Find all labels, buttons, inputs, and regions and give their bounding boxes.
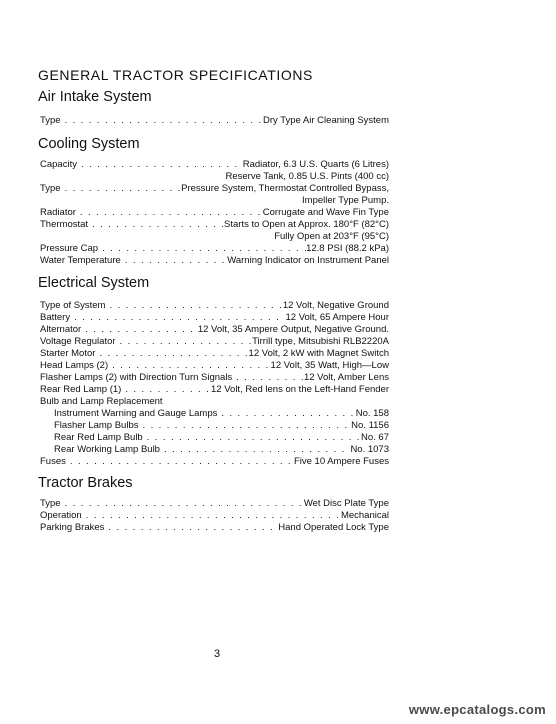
spec-row-pressure-cap <box>40 243 389 255</box>
spec-row-battery <box>40 312 389 324</box>
spec-label: Flasher Lamp Bulbs <box>54 420 139 431</box>
spec-value: Corrugate and Wave Fin Type <box>262 207 389 218</box>
bulb-replacement-heading: Bulb and Lamp Replacement <box>40 396 163 407</box>
spec-value: No. 1073 <box>350 444 389 455</box>
spec-value: 12 Volt, Amber Lens <box>303 372 389 383</box>
spec-label: Instrument Warning and Gauge Lamps <box>54 408 218 419</box>
spec-value: 12 Volt, Red lens on the Left-Hand Fender <box>211 384 389 395</box>
spec-label: Parking Brakes <box>40 522 105 533</box>
dot-leader <box>61 498 304 510</box>
spec-row-parking-brakes <box>40 522 389 534</box>
spec-value: Warning Indicator on Instrument Panel <box>227 255 389 266</box>
dot-leader <box>66 456 294 468</box>
spec-row-thermostat <box>40 219 389 231</box>
spec-label: Rear Red Lamp (1) <box>40 384 122 395</box>
dot-leader <box>232 372 304 384</box>
spec-value: Pressure System, Thermostat Controlled Bypass, <box>181 183 389 194</box>
spec-row-capacity <box>40 159 389 171</box>
spec-row-rear-working-bulb <box>54 444 389 456</box>
spec-value: Radiator, 6.3 U.S. Quarts (6 Litres) <box>242 159 389 170</box>
spec-label: Flasher Lamps (2) with Direction Turn Signals <box>40 372 233 383</box>
spec-row-flasher-bulbs <box>54 420 389 432</box>
spec-value: Dry Type Air Cleaning System <box>262 115 389 126</box>
page-number: 3 <box>214 648 221 660</box>
spec-label: Battery <box>40 312 71 323</box>
spec-label: Water Temperature <box>40 255 121 266</box>
spec-row-flasher-lamps <box>40 372 389 384</box>
spec-value: 12 Volt, 35 Ampere Output, Negative Ground. <box>197 324 389 335</box>
spec-value: No. 158 <box>355 408 389 419</box>
spec-row-fuses <box>40 456 389 468</box>
dot-leader <box>98 243 306 255</box>
dot-leader <box>70 312 285 324</box>
spec-row-head-lamps <box>40 360 389 372</box>
dot-leader <box>105 300 282 312</box>
dot-leader <box>104 522 278 534</box>
spec-label: Fuses <box>40 456 66 467</box>
spec-row-rear-red-bulb <box>54 432 389 444</box>
dot-leader <box>82 510 341 522</box>
dot-leader <box>121 255 227 267</box>
dot-leader <box>217 408 355 420</box>
dot-leader <box>160 444 350 456</box>
spec-continuation-thermostat: Fully Open at 203°F (95°C) <box>274 231 389 242</box>
spec-label: Operation <box>40 510 82 521</box>
spec-label: Radiator <box>40 207 76 218</box>
spec-label: Rear Red Lamp Bulb <box>54 432 143 443</box>
dot-leader <box>121 384 211 396</box>
spec-value: 12 Volt, 35 Watt, High—Low <box>270 360 389 371</box>
section-title-electrical: Electrical System <box>38 275 150 291</box>
dot-leader <box>138 420 351 432</box>
spec-row-brake-type <box>40 498 389 510</box>
spec-value: 12 Volt, 2 kW with Magnet Switch <box>248 348 389 359</box>
spec-value: Wet Disc Plate Type <box>303 498 389 509</box>
spec-continuation-capacity: Reserve Tank, 0.85 U.S. Pints (400 cc) <box>225 171 389 182</box>
spec-row-air-type <box>40 115 389 127</box>
dot-leader <box>143 432 361 444</box>
spec-value: Starts to Open at Approx. 180°F (82°C) <box>224 219 389 230</box>
spec-label: Voltage Regulator <box>40 336 116 347</box>
spec-label: Thermostat <box>40 219 89 230</box>
dot-leader <box>81 324 198 336</box>
section-title-cooling: Cooling System <box>38 136 140 152</box>
spec-continuation-cooling-type: Impeller Type Pump. <box>302 195 389 206</box>
spec-value: No. 67 <box>361 432 389 443</box>
dot-leader <box>77 159 243 171</box>
spec-label: Alternator <box>40 324 82 335</box>
spec-label: Type <box>40 115 61 126</box>
spec-label: Pressure Cap <box>40 243 99 254</box>
spec-row-instrument-lamps <box>54 408 389 420</box>
spec-value: Mechanical <box>340 510 389 521</box>
spec-value: Five 10 Ampere Fuses <box>293 456 389 467</box>
dot-leader <box>88 219 224 231</box>
spec-value: Tirrill type, Mitsubishi RLB2220A <box>252 336 389 347</box>
spec-value: 12 Volt, Negative Ground <box>282 300 389 311</box>
spec-label: Rear Working Lamp Bulb <box>54 444 160 455</box>
spec-row-cooling-type <box>40 183 389 195</box>
spec-label: Capacity <box>40 159 77 170</box>
footer-watermark: www.epcatalogs.com <box>408 702 546 717</box>
spec-value: No. 1156 <box>351 420 389 431</box>
spec-label: Head Lamps (2) <box>40 360 109 371</box>
dot-leader <box>95 348 248 360</box>
spec-row-water-temperature <box>40 255 389 267</box>
spec-row-starter-motor <box>40 348 389 360</box>
page-title: GENERAL TRACTOR SPECIFICATIONS <box>38 67 313 83</box>
dot-leader <box>61 115 263 127</box>
spec-label: Type <box>40 498 61 509</box>
spec-label: Type <box>40 183 61 194</box>
spec-value: Hand Operated Lock Type <box>278 522 389 533</box>
section-title-brakes: Tractor Brakes <box>38 475 133 491</box>
spec-value: 12.8 PSI (88.2 kPa) <box>306 243 389 254</box>
dot-leader <box>76 207 263 219</box>
dot-leader <box>116 336 253 348</box>
section-title-air-intake: Air Intake System <box>38 89 152 105</box>
dot-leader <box>61 183 182 195</box>
spec-row-radiator <box>40 207 389 219</box>
spec-label: Starter Motor <box>40 348 96 359</box>
spec-row-rear-red-lamp <box>40 384 389 396</box>
spec-label: Type of System <box>40 300 106 311</box>
spec-row-operation <box>40 510 389 522</box>
dot-leader <box>108 360 270 372</box>
spec-value: 12 Volt, 65 Ampere Hour <box>285 312 389 323</box>
spec-row-voltage-regulator <box>40 336 389 348</box>
spec-row-type-of-system <box>40 300 389 312</box>
spec-row-alternator <box>40 324 389 336</box>
